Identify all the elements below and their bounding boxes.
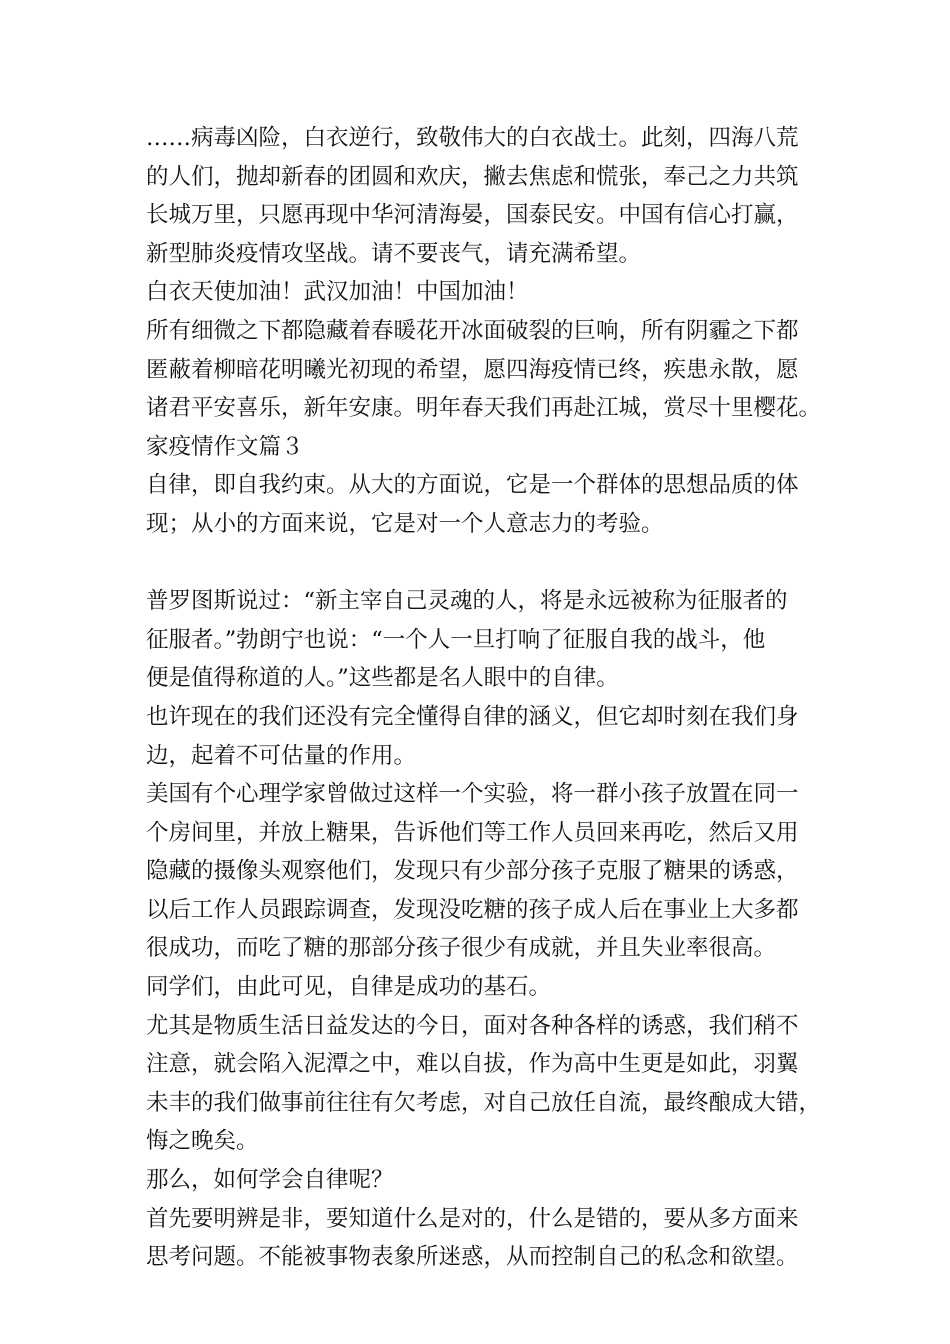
text-line: 征服者。”勃朗宁也说：“一个人一旦打响了征服自我的战斗，他	[146, 626, 766, 653]
text-line: 未丰的我们做事前往往有欠考虑，对自己放任自流，最终酿成大错，	[146, 1089, 822, 1116]
text-line: 白衣天使加油！武汉加油！中国加油！	[146, 279, 529, 306]
text-line: 首先要明辨是非，要知道什么是对的，什么是错的，要从多方面来	[146, 1205, 799, 1232]
paragraph-gap	[146, 544, 846, 583]
text-line: 便是值得称道的人。”这些都是名人眼中的自律。	[146, 665, 619, 692]
text-line: 自律，即自我约束。从大的方面说，它是一个群体的思想品质的体	[146, 472, 799, 499]
text-line: 的人们，抛却新春的团圆和欢庆，撇去焦虑和慌张，奉己之力共筑	[146, 163, 799, 190]
section-heading: 家疫情作文篇３	[146, 433, 304, 460]
text-line: ……病毒凶险，白衣逆行，致敬伟大的白衣战士。此刻，四海八荒	[146, 125, 799, 151]
text-line: 也许现在的我们还没有完全懂得自律的涵义，但它却时刻在我们身	[146, 703, 799, 730]
text-line: 诸君平安喜乐，新年安康。明年春天我们再赴江城，赏尽十里樱花。	[146, 395, 822, 422]
text-line: 思考问题。不能被事物表象所迷惑，从而控制自己的私念和欲望。	[146, 1244, 799, 1271]
text-line: 尤其是物质生活日益发达的今日，面对各种各样的诱惑，我们稍不	[146, 1012, 799, 1039]
text-line: 匿蔽着柳暗花明曦光初现的希望，愿四海疫情已终，疾患永散，愿	[146, 356, 799, 383]
text-line: 所有细微之下都隐藏着春暖花开冰面破裂的巨响，所有阴霾之下都	[146, 317, 799, 344]
text-line: 以后工作人员跟踪调查，发现没吃糖的孩子成人后在事业上大多都	[146, 896, 799, 923]
text-line: 个房间里，并放上糖果，告诉他们等工作人员回来再吃，然后又用	[146, 819, 799, 846]
text-line: 那么，如何学会自律呢？	[146, 1167, 394, 1194]
text-line: 美国有个心理学家曾做过这样一个实验，将一群小孩子放置在同一	[146, 781, 799, 808]
text-line: 新型肺炎疫情攻坚战。请不要丧气，请充满希望。	[146, 240, 642, 267]
text-line: 长城万里，只愿再现中华河清海晏，国泰民安。中国有信心打赢，	[146, 202, 799, 229]
text-line: 注意，就会陷入泥潭之中，难以自拔，作为高中生更是如此，羽翼	[146, 1051, 799, 1078]
text-line: 悔之晚矣。	[146, 1128, 259, 1155]
text-line: 很成功，而吃了糖的那部分孩子很少有成就，并且失业率很高。	[146, 935, 777, 962]
text-line: 同学们，由此可见，自律是成功的基石。	[146, 974, 552, 1001]
text-line: 边，起着不可估量的作用。	[146, 742, 417, 769]
body-text	[146, 119, 846, 1277]
text-line: 现；从小的方面来说，它是对一个人意志力的考验。	[146, 510, 664, 537]
text-line: 隐藏的摄像头观察他们，发现只有少部分孩子克服了糖果的诱惑，	[146, 858, 799, 885]
text-line: 普罗图斯说过：“新主宰自己灵魂的人，将是永远被称为征服者的	[146, 588, 788, 615]
